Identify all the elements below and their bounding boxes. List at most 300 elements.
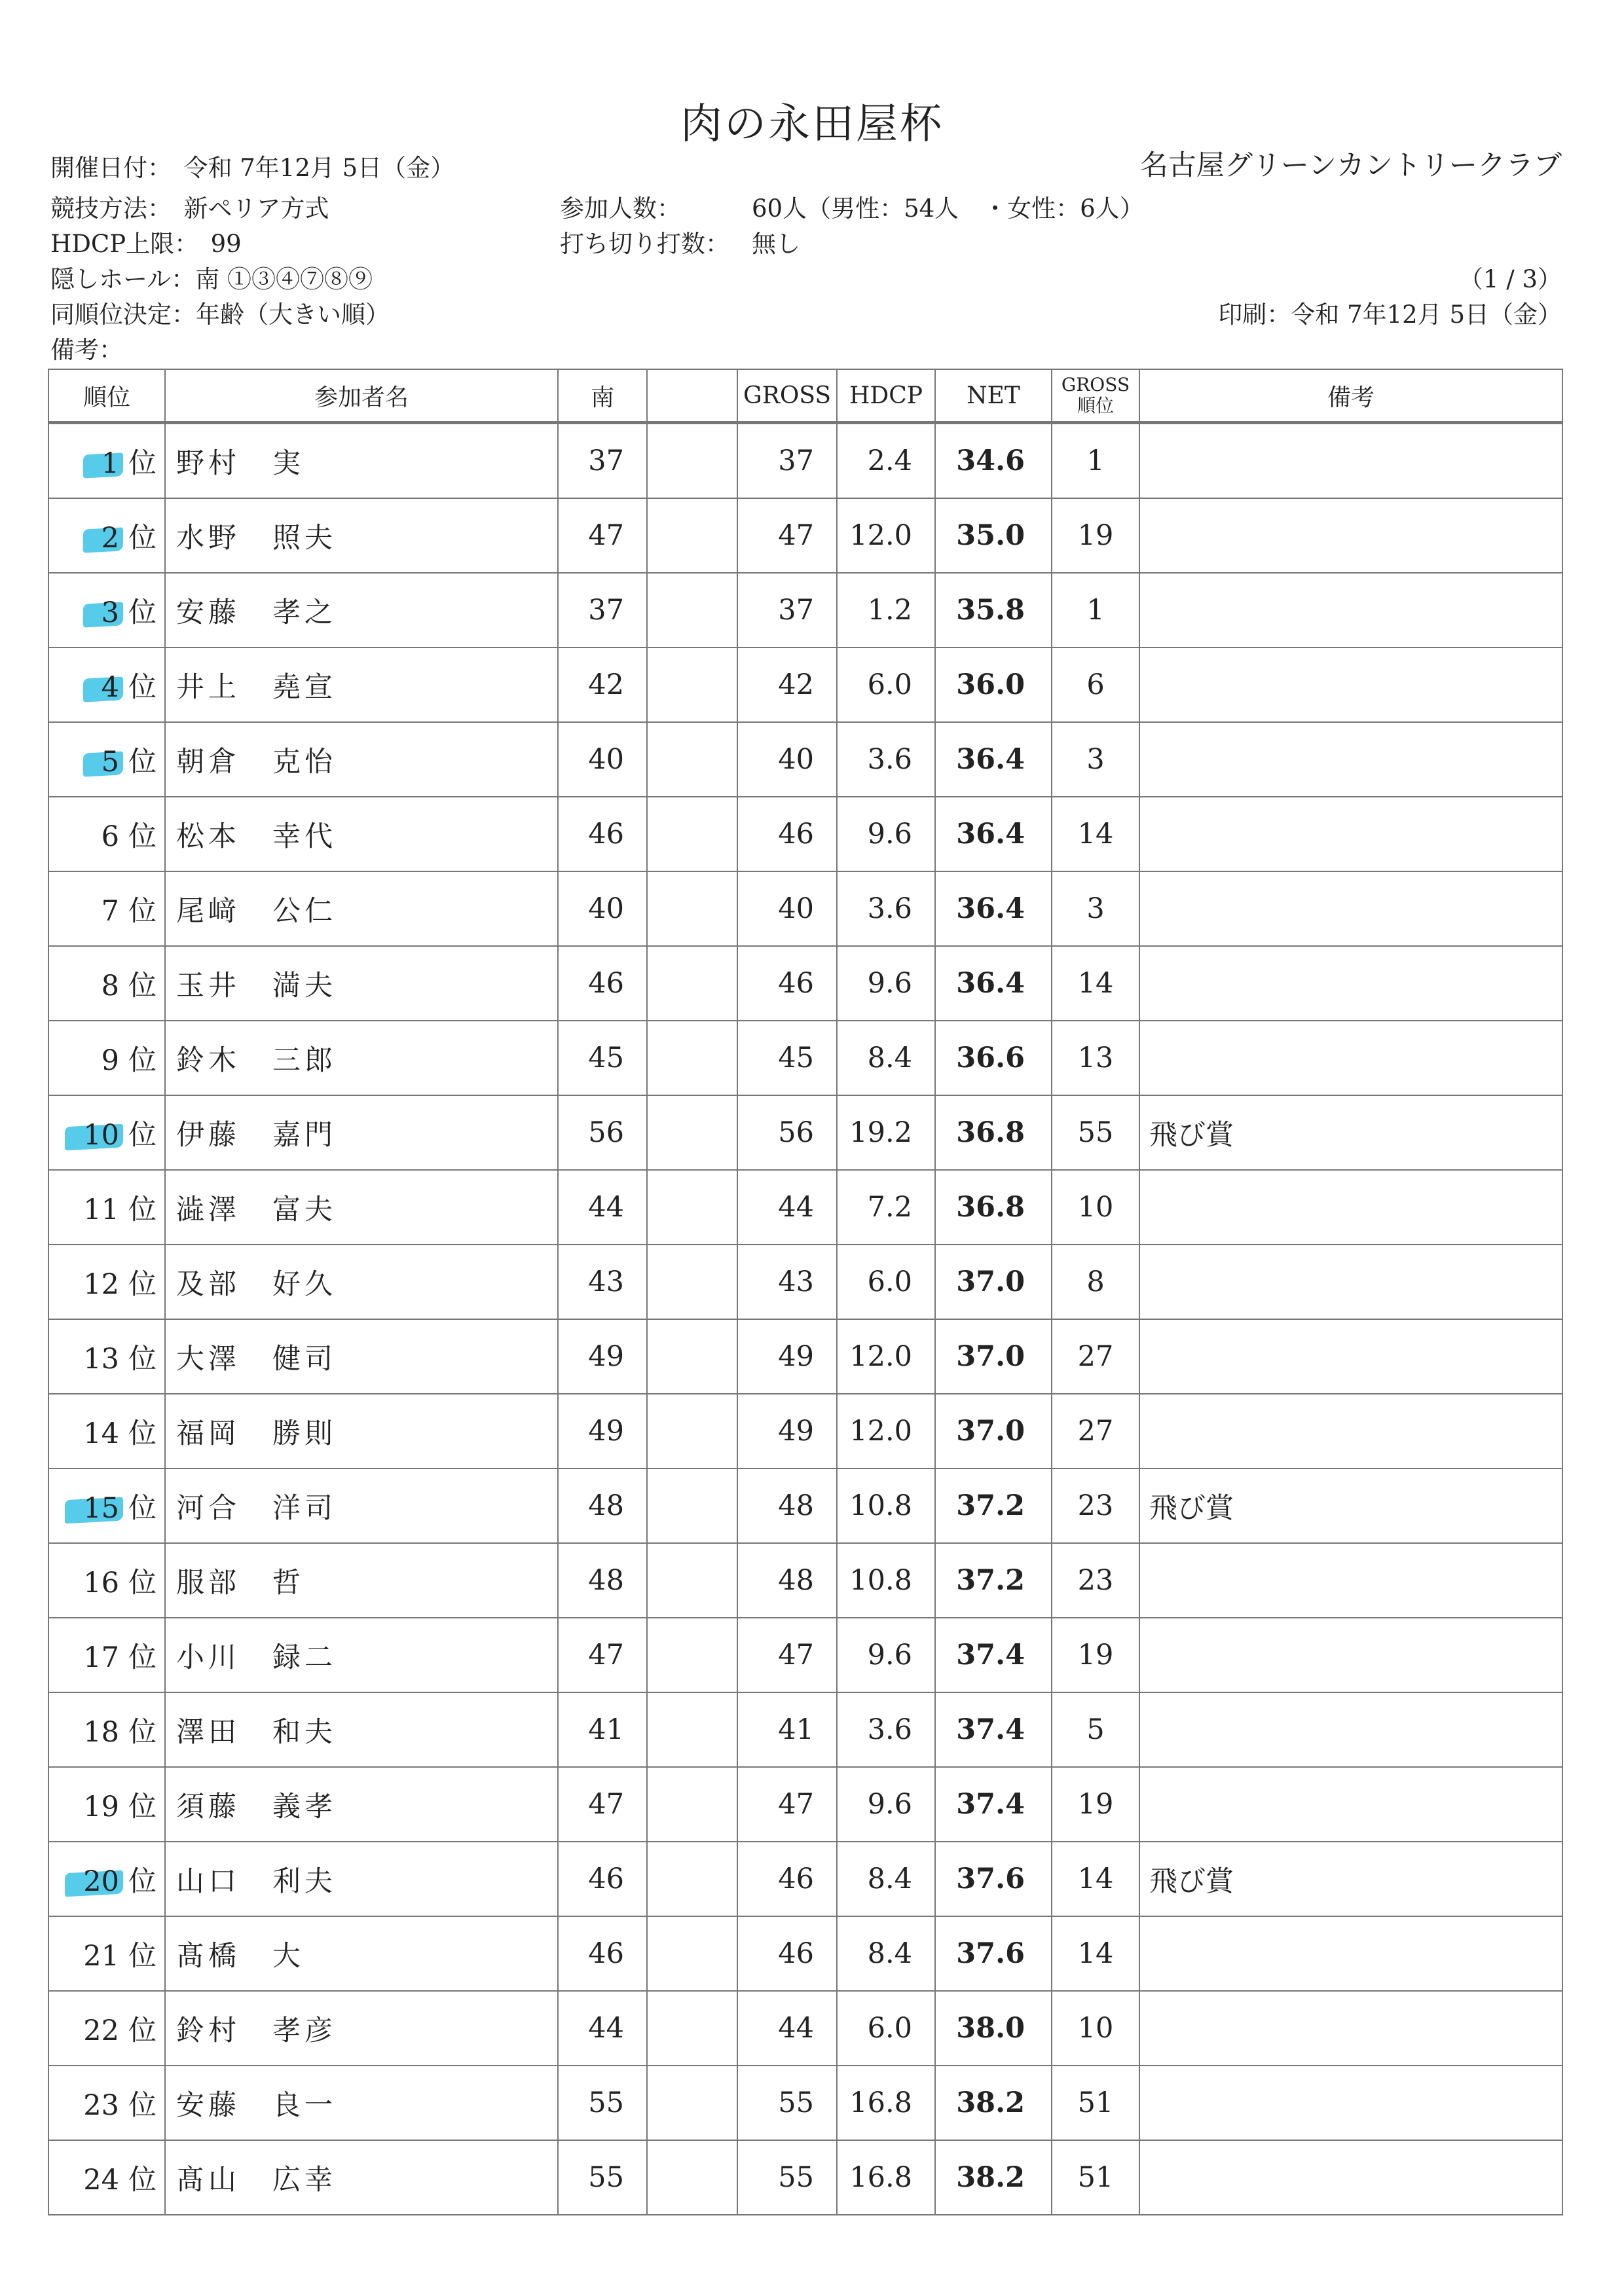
gross-score: 43 <box>737 1245 837 1319</box>
gross-score: 47 <box>737 1618 837 1692</box>
rank-number: 2 <box>101 521 119 555</box>
south-score: 46 <box>558 797 647 871</box>
gross-rank: 19 <box>1052 498 1139 573</box>
net-score: 35.0 <box>935 498 1052 573</box>
hdcp-limit: HDCP上限： 99 <box>50 230 242 258</box>
net-score: 37.0 <box>935 1394 1052 1468</box>
rank-number: 19 <box>83 1790 119 1823</box>
hdcp-value: 9.6 <box>837 946 935 1021</box>
south-score: 49 <box>558 1319 647 1394</box>
blank-cell <box>647 498 737 573</box>
rank-number: 9 <box>101 1044 119 1077</box>
gross-rank: 19 <box>1052 1618 1139 1692</box>
net-score: 37.2 <box>935 1468 1052 1543</box>
table-row <box>48 2140 1562 2215</box>
blank-cell <box>647 797 737 871</box>
rank-number: 13 <box>83 1342 119 1376</box>
gross-score: 44 <box>737 1170 837 1245</box>
rank-number: 11 <box>83 1193 119 1226</box>
gross-rank: 6 <box>1052 647 1139 722</box>
gross-rank: 1 <box>1052 423 1139 499</box>
south-score: 44 <box>558 1991 647 2066</box>
table-row <box>48 1021 1562 1095</box>
south-score: 37 <box>558 423 647 499</box>
rank-cell <box>48 1245 165 1319</box>
note-cell <box>1139 2066 1562 2140</box>
south-score: 55 <box>558 2066 647 2140</box>
header-hdcp: HDCP <box>837 369 935 423</box>
header-name: 参加者名 <box>165 369 558 423</box>
rank-number: 23 <box>83 2088 119 2122</box>
south-score: 47 <box>558 1618 647 1692</box>
table-row <box>48 1618 1562 1692</box>
note-cell <box>1139 797 1562 871</box>
participant-name: 井上 堯宣 <box>165 647 558 722</box>
rank-cell <box>48 2066 165 2140</box>
south-score: 55 <box>558 2140 647 2215</box>
note-cell <box>1139 2140 1562 2215</box>
gross-score: 40 <box>737 722 837 797</box>
participant-name: 小川 録二 <box>165 1618 558 1692</box>
gross-score: 44 <box>737 1991 837 2066</box>
hdcp-value: 8.4 <box>837 1916 935 1991</box>
note-cell <box>1139 1170 1562 1245</box>
rank-number: 8 <box>101 969 119 1002</box>
note-cell: 飛び賞 <box>1139 1468 1562 1543</box>
gross-rank: 51 <box>1052 2066 1139 2140</box>
page-indicator: （1 / 3） <box>1458 265 1562 293</box>
gross-score: 46 <box>737 946 837 1021</box>
south-score: 46 <box>558 1842 647 1916</box>
table-header-row <box>48 369 1562 423</box>
table-row <box>48 423 1562 499</box>
note-cell <box>1139 1245 1562 1319</box>
net-score: 38.0 <box>935 1991 1052 2066</box>
hdcp-value: 12.0 <box>837 1394 935 1468</box>
note-cell <box>1139 647 1562 722</box>
participant-name: 尾﨑 公仁 <box>165 871 558 946</box>
hdcp-value: 2.4 <box>837 423 935 499</box>
blank-cell <box>647 1394 737 1468</box>
hdcp-value: 6.0 <box>837 1245 935 1319</box>
rank-cell <box>48 1095 165 1170</box>
rank-cell <box>48 498 165 573</box>
remarks-label: 備考： <box>50 336 123 364</box>
table-row <box>48 1991 1562 2066</box>
blank-cell <box>647 1842 737 1916</box>
net-score: 36.6 <box>935 1021 1052 1095</box>
participant-name: 服部 哲 <box>165 1543 558 1618</box>
note-cell <box>1139 1916 1562 1991</box>
rank-suffix: 位 <box>128 521 157 555</box>
header-gross-rank-line1: GROSS <box>1061 374 1130 395</box>
participant-name: 松本 幸代 <box>165 797 558 871</box>
gross-score: 41 <box>737 1692 837 1767</box>
rank-suffix: 位 <box>128 1566 157 1599</box>
table-row <box>48 871 1562 946</box>
rank-cell <box>48 1767 165 1842</box>
header-blank <box>647 369 737 423</box>
table-row <box>48 498 1562 573</box>
table-row <box>48 1842 1562 1916</box>
blank-cell <box>647 1021 737 1095</box>
rank-number: 18 <box>83 1715 119 1749</box>
net-score: 36.0 <box>935 647 1052 722</box>
header-note: 備考 <box>1139 369 1562 423</box>
hdcp-value: 6.0 <box>837 647 935 722</box>
header-gross-rank-line2: 順位 <box>1077 395 1114 416</box>
rank-suffix: 位 <box>128 670 157 704</box>
rank-number: 5 <box>101 745 119 778</box>
note-cell <box>1139 1394 1562 1468</box>
gross-rank: 10 <box>1052 1170 1139 1245</box>
gross-score: 47 <box>737 1767 837 1842</box>
blank-cell <box>647 1543 737 1618</box>
rank-suffix: 位 <box>128 1939 157 1973</box>
net-score: 37.0 <box>935 1319 1052 1394</box>
rank-cell <box>48 423 165 499</box>
rank-cell <box>48 1170 165 1245</box>
table-row <box>48 647 1562 722</box>
south-score: 47 <box>558 498 647 573</box>
rank-cell <box>48 2140 165 2215</box>
header-gross-rank <box>1052 369 1139 423</box>
south-score: 43 <box>558 1245 647 1319</box>
rank-cell <box>48 797 165 871</box>
competition-method: 競技方法： 新ペリア方式 <box>50 194 329 223</box>
table-row <box>48 1468 1562 1543</box>
rank-cell <box>48 1543 165 1618</box>
gross-score: 47 <box>737 498 837 573</box>
note-cell <box>1139 1543 1562 1618</box>
participant-name: 山口 利夫 <box>165 1842 558 1916</box>
net-score: 36.4 <box>935 797 1052 871</box>
hdcp-value: 10.8 <box>837 1543 935 1618</box>
net-score: 36.4 <box>935 722 1052 797</box>
rank-cell <box>48 573 165 647</box>
gross-score: 37 <box>737 423 837 499</box>
blank-cell <box>647 1468 737 1543</box>
header-rank: 順位 <box>48 369 165 423</box>
rank-number: 1 <box>101 446 119 480</box>
rank-number: 20 <box>83 1865 119 1898</box>
south-score: 46 <box>558 1916 647 1991</box>
blank-cell <box>647 2066 737 2140</box>
gross-score: 45 <box>737 1021 837 1095</box>
south-score: 37 <box>558 573 647 647</box>
south-score: 40 <box>558 871 647 946</box>
net-score: 37.4 <box>935 1692 1052 1767</box>
net-score: 34.6 <box>935 423 1052 499</box>
rank-suffix: 位 <box>128 1865 157 1898</box>
net-score: 35.8 <box>935 573 1052 647</box>
rank-suffix: 位 <box>128 1342 157 1376</box>
hdcp-value: 12.0 <box>837 1319 935 1394</box>
rank-suffix: 位 <box>128 820 157 853</box>
hdcp-value: 9.6 <box>837 1618 935 1692</box>
participant-name: 大澤 健司 <box>165 1319 558 1394</box>
rank-number: 10 <box>83 1118 119 1152</box>
gross-score: 49 <box>737 1394 837 1468</box>
note-cell <box>1139 722 1562 797</box>
gross-score: 49 <box>737 1319 837 1394</box>
rank-suffix: 位 <box>128 1715 157 1749</box>
rank-suffix: 位 <box>128 745 157 778</box>
table-row <box>48 722 1562 797</box>
rank-cell <box>48 1991 165 2066</box>
south-score: 56 <box>558 1095 647 1170</box>
blank-cell <box>647 722 737 797</box>
blank-cell <box>647 1991 737 2066</box>
participant-name: 及部 好久 <box>165 1245 558 1319</box>
participant-name: 朝倉 克怡 <box>165 722 558 797</box>
table-row <box>48 1245 1562 1319</box>
gross-rank: 23 <box>1052 1543 1139 1618</box>
hdcp-value: 16.8 <box>837 2066 935 2140</box>
rank-number: 16 <box>83 1566 119 1599</box>
south-score: 48 <box>558 1543 647 1618</box>
participant-name: 野村 実 <box>165 423 558 499</box>
table-row <box>48 1170 1562 1245</box>
participant-name: 安藤 孝之 <box>165 573 558 647</box>
gross-score: 56 <box>737 1095 837 1170</box>
hdcp-value: 19.2 <box>837 1095 935 1170</box>
results-body <box>48 423 1562 2215</box>
hdcp-value: 3.6 <box>837 722 935 797</box>
page-title: 肉の永田屋杯 <box>680 100 944 149</box>
participant-name: 玉井 満夫 <box>165 946 558 1021</box>
hdcp-value: 9.6 <box>837 797 935 871</box>
rank-cell <box>48 722 165 797</box>
note-cell <box>1139 946 1562 1021</box>
hdcp-value: 16.8 <box>837 2140 935 2215</box>
rank-cell <box>48 871 165 946</box>
rank-suffix: 位 <box>128 1790 157 1823</box>
blank-cell <box>647 647 737 722</box>
hidden-holes: 隠しホール：南 ①③④⑦⑧⑨ <box>50 265 373 293</box>
south-score: 45 <box>558 1021 647 1095</box>
gross-rank: 3 <box>1052 871 1139 946</box>
rank-suffix: 位 <box>128 1417 157 1450</box>
gross-rank: 27 <box>1052 1319 1139 1394</box>
gross-rank: 14 <box>1052 1842 1139 1916</box>
participant-name: 澁澤 富夫 <box>165 1170 558 1245</box>
participant-name: 須藤 義孝 <box>165 1767 558 1842</box>
rank-number: 7 <box>101 894 119 928</box>
rank-suffix: 位 <box>128 969 157 1002</box>
participant-name: 鈴木 三郎 <box>165 1021 558 1095</box>
print-date: 印刷：令和 7年12月 5日（金） <box>1218 301 1562 329</box>
south-score: 44 <box>558 1170 647 1245</box>
header-net: NET <box>935 369 1052 423</box>
note-cell <box>1139 1618 1562 1692</box>
participants-label: 参加人数： <box>560 194 681 223</box>
table-row <box>48 797 1562 871</box>
rank-number: 12 <box>83 1267 119 1301</box>
rank-cell <box>48 1618 165 1692</box>
rank-suffix: 位 <box>128 596 157 629</box>
hdcp-value: 9.6 <box>837 1767 935 1842</box>
note-cell: 飛び賞 <box>1139 1095 1562 1170</box>
rank-suffix: 位 <box>128 2014 157 2047</box>
rank-number: 22 <box>83 2014 119 2047</box>
rank-number: 17 <box>83 1641 119 1674</box>
blank-cell <box>647 1916 737 1991</box>
blank-cell <box>647 573 737 647</box>
gross-rank: 14 <box>1052 797 1139 871</box>
blank-cell <box>647 1618 737 1692</box>
gross-rank: 10 <box>1052 1991 1139 2066</box>
blank-cell <box>647 871 737 946</box>
cutoff-label: 打ち切り打数： <box>560 230 729 258</box>
rank-cell <box>48 1021 165 1095</box>
rank-suffix: 位 <box>128 1641 157 1674</box>
hdcp-value: 3.6 <box>837 1692 935 1767</box>
rank-cell <box>48 647 165 722</box>
table-row <box>48 1767 1562 1842</box>
rank-cell <box>48 1692 165 1767</box>
note-cell <box>1139 1319 1562 1394</box>
gross-score: 48 <box>737 1543 837 1618</box>
table-row <box>48 1394 1562 1468</box>
gross-rank: 14 <box>1052 1916 1139 1991</box>
table-row <box>48 2066 1562 2140</box>
gross-rank: 51 <box>1052 2140 1139 2215</box>
blank-cell <box>647 1170 737 1245</box>
rank-cell <box>48 1916 165 1991</box>
rank-suffix: 位 <box>128 446 157 480</box>
gross-score: 42 <box>737 647 837 722</box>
event-date: 開催日付： 令和 7年12月 5日（金） <box>50 154 455 182</box>
participant-name: 澤田 和夫 <box>165 1692 558 1767</box>
results-table <box>48 369 1563 2215</box>
net-score: 36.4 <box>935 946 1052 1021</box>
gross-score: 55 <box>737 2066 837 2140</box>
net-score: 37.6 <box>935 1842 1052 1916</box>
rank-number: 24 <box>83 2163 119 2196</box>
participant-name: 水野 照夫 <box>165 498 558 573</box>
gross-rank: 27 <box>1052 1394 1139 1468</box>
blank-cell <box>647 2140 737 2215</box>
net-score: 37.4 <box>935 1618 1052 1692</box>
participant-name: 髙橋 大 <box>165 1916 558 1991</box>
blank-cell <box>647 1095 737 1170</box>
participants-count: 60人（男性：54人 ・女性：6人） <box>752 194 1144 223</box>
header-south: 南 <box>558 369 647 423</box>
participant-name: 髙山 広幸 <box>165 2140 558 2215</box>
rank-cell <box>48 946 165 1021</box>
blank-cell <box>647 1692 737 1767</box>
table-row <box>48 1095 1562 1170</box>
gross-rank: 3 <box>1052 722 1139 797</box>
net-score: 38.2 <box>935 2066 1052 2140</box>
rank-suffix: 位 <box>128 1193 157 1226</box>
venue-name: 名古屋グリーンカントリークラブ <box>1139 149 1562 182</box>
gross-rank: 19 <box>1052 1767 1139 1842</box>
gross-rank: 23 <box>1052 1468 1139 1543</box>
net-score: 36.4 <box>935 871 1052 946</box>
gross-rank: 55 <box>1052 1095 1139 1170</box>
rank-suffix: 位 <box>128 2088 157 2122</box>
south-score: 41 <box>558 1692 647 1767</box>
participant-name: 伊藤 嘉門 <box>165 1095 558 1170</box>
blank-cell <box>647 1767 737 1842</box>
net-score: 36.8 <box>935 1170 1052 1245</box>
rank-suffix: 位 <box>128 894 157 928</box>
header-gross: GROSS <box>737 369 837 423</box>
note-cell: 飛び賞 <box>1139 1842 1562 1916</box>
cutoff-value: 無し <box>752 230 800 258</box>
hdcp-value: 1.2 <box>837 573 935 647</box>
rank-suffix: 位 <box>128 1118 157 1152</box>
gross-rank: 5 <box>1052 1692 1139 1767</box>
hdcp-value: 12.0 <box>837 498 935 573</box>
rank-cell <box>48 1842 165 1916</box>
net-score: 37.2 <box>935 1543 1052 1618</box>
net-score: 37.0 <box>935 1245 1052 1319</box>
net-score: 38.2 <box>935 2140 1052 2215</box>
participant-name: 鈴村 孝彦 <box>165 1991 558 2066</box>
rank-suffix: 位 <box>128 1044 157 1077</box>
hdcp-value: 7.2 <box>837 1170 935 1245</box>
gross-rank: 8 <box>1052 1245 1139 1319</box>
note-cell <box>1139 1692 1562 1767</box>
table-row <box>48 1319 1562 1394</box>
participant-name: 福岡 勝則 <box>165 1394 558 1468</box>
rank-suffix: 位 <box>128 2163 157 2196</box>
south-score: 40 <box>558 722 647 797</box>
gross-score: 55 <box>737 2140 837 2215</box>
hdcp-value: 8.4 <box>837 1842 935 1916</box>
table-row <box>48 573 1562 647</box>
hdcp-value: 3.6 <box>837 871 935 946</box>
table-row <box>48 946 1562 1021</box>
rank-suffix: 位 <box>128 1491 157 1525</box>
rank-number: 3 <box>101 596 119 629</box>
net-score: 36.8 <box>935 1095 1052 1170</box>
rank-number: 6 <box>101 820 119 853</box>
south-score: 46 <box>558 946 647 1021</box>
gross-rank: 13 <box>1052 1021 1139 1095</box>
net-score: 37.6 <box>935 1916 1052 1991</box>
gross-score: 46 <box>737 1916 837 1991</box>
south-score: 42 <box>558 647 647 722</box>
table-row <box>48 1916 1562 1991</box>
tiebreak-rule: 同順位決定：年齢（大きい順） <box>50 301 390 329</box>
table-row <box>48 1543 1562 1618</box>
note-cell <box>1139 498 1562 573</box>
gross-rank: 14 <box>1052 946 1139 1021</box>
south-score: 49 <box>558 1394 647 1468</box>
hdcp-value: 10.8 <box>837 1468 935 1543</box>
blank-cell <box>647 946 737 1021</box>
blank-cell <box>647 1245 737 1319</box>
hdcp-value: 6.0 <box>837 1991 935 2066</box>
gross-score: 48 <box>737 1468 837 1543</box>
blank-cell <box>647 423 737 499</box>
note-cell <box>1139 1021 1562 1095</box>
gross-score: 46 <box>737 1842 837 1916</box>
south-score: 47 <box>558 1767 647 1842</box>
participant-name: 安藤 良一 <box>165 2066 558 2140</box>
note-cell <box>1139 1991 1562 2066</box>
participant-name: 河合 洋司 <box>165 1468 558 1543</box>
rank-suffix: 位 <box>128 1267 157 1301</box>
gross-rank: 1 <box>1052 573 1139 647</box>
rank-number: 4 <box>101 670 119 704</box>
gross-score: 40 <box>737 871 837 946</box>
gross-score: 37 <box>737 573 837 647</box>
